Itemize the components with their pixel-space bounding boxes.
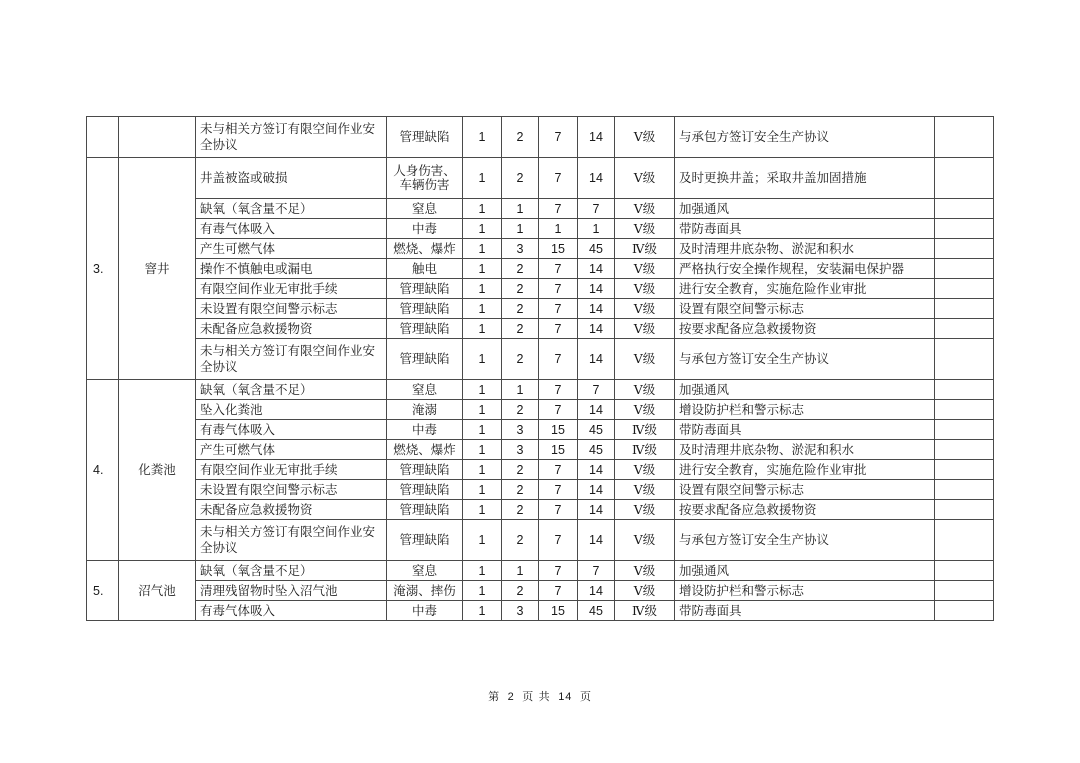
exposure-cell: 2: [502, 480, 539, 500]
consequence-score-cell: 7: [539, 158, 578, 199]
consequence-score-cell: 7: [539, 581, 578, 601]
consequence-score-cell: 7: [539, 199, 578, 219]
hazard-cell: 缺氧（氧含量不足）: [196, 380, 387, 400]
hazard-cell: 未配备应急救援物资: [196, 500, 387, 520]
hazard-cell: 井盖被盗或破损: [196, 158, 387, 199]
risk-score-cell: 14: [578, 339, 615, 380]
consequence-cell: 管理缺陷: [387, 520, 463, 561]
likelihood-cell: 1: [463, 520, 502, 561]
likelihood-cell: 1: [463, 158, 502, 199]
risk-level-cell: Ⅴ级: [615, 299, 675, 319]
footer-middle: 页 共: [522, 690, 551, 703]
remarks-cell: [935, 299, 994, 319]
exposure-cell: 2: [502, 581, 539, 601]
control-measure-cell: 加强通风: [675, 199, 935, 219]
risk-level-cell: Ⅴ级: [615, 319, 675, 339]
consequence-score-cell: 7: [539, 380, 578, 400]
current-page-number: 2: [507, 691, 515, 703]
consequence-score-cell: 15: [539, 239, 578, 259]
consequence-score-cell: 15: [539, 440, 578, 460]
risk-level-cell: Ⅴ级: [615, 259, 675, 279]
total-page-count: 14: [558, 691, 573, 703]
risk-score-cell: 45: [578, 440, 615, 460]
control-measure-cell: 设置有限空间警示标志: [675, 480, 935, 500]
consequence-cell: 管理缺陷: [387, 299, 463, 319]
risk-level-cell: Ⅴ级: [615, 199, 675, 219]
sequence-number-cell: 3.: [87, 158, 119, 380]
exposure-cell: 3: [502, 239, 539, 259]
risk-table-body: [87, 117, 994, 621]
hazard-cell: 有限空间作业无审批手续: [196, 279, 387, 299]
hazard-cell: 操作不慎触电或漏电: [196, 259, 387, 279]
remarks-cell: [935, 460, 994, 480]
hazard-cell: 产生可燃气体: [196, 239, 387, 259]
consequence-score-cell: 7: [539, 279, 578, 299]
consequence-score-cell: 7: [539, 480, 578, 500]
footer-prefix: 第: [488, 690, 501, 703]
likelihood-cell: 1: [463, 299, 502, 319]
consequence-cell: 中毒: [387, 219, 463, 239]
hazard-cell: 有限空间作业无审批手续: [196, 460, 387, 480]
consequence-cell: 管理缺陷: [387, 500, 463, 520]
risk-score-cell: 14: [578, 299, 615, 319]
risk-level-cell: Ⅴ级: [615, 480, 675, 500]
remarks-cell: [935, 581, 994, 601]
exposure-cell: 3: [502, 420, 539, 440]
table-row: [87, 117, 994, 158]
control-measure-cell: 设置有限空间警示标志: [675, 299, 935, 319]
risk-score-cell: 1: [578, 219, 615, 239]
hazard-cell: 坠入化粪池: [196, 400, 387, 420]
risk-level-cell: Ⅴ级: [615, 520, 675, 561]
remarks-cell: [935, 400, 994, 420]
control-measure-cell: 带防毒面具: [675, 219, 935, 239]
table-row: [87, 279, 994, 299]
hazard-cell: 产生可燃气体: [196, 440, 387, 460]
likelihood-cell: 1: [463, 339, 502, 380]
exposure-cell: 1: [502, 561, 539, 581]
hazard-cell: 未与相关方签订有限空间作业安全协议: [196, 339, 387, 380]
control-measure-cell: 按要求配备应急救援物资: [675, 319, 935, 339]
consequence-score-cell: 7: [539, 460, 578, 480]
exposure-cell: 2: [502, 279, 539, 299]
consequence-cell: 燃烧、爆炸: [387, 239, 463, 259]
consequence-cell: 人身伤害、车辆伤害: [387, 158, 463, 199]
remarks-cell: [935, 279, 994, 299]
hazard-cell: 有毒气体吸入: [196, 601, 387, 621]
exposure-cell: 2: [502, 319, 539, 339]
risk-level-cell: Ⅳ级: [615, 239, 675, 259]
likelihood-cell: 1: [463, 259, 502, 279]
likelihood-cell: 1: [463, 380, 502, 400]
table-row: [87, 400, 994, 420]
hazard-cell: 未设置有限空间警示标志: [196, 299, 387, 319]
table-row: [87, 520, 994, 561]
risk-level-cell: Ⅴ级: [615, 219, 675, 239]
location-cell: 化粪池: [119, 380, 196, 561]
risk-level-cell: Ⅳ级: [615, 420, 675, 440]
consequence-cell: 窒息: [387, 561, 463, 581]
consequence-score-cell: 15: [539, 601, 578, 621]
risk-score-cell: 14: [578, 158, 615, 199]
control-measure-cell: 与承包方签订安全生产协议: [675, 117, 935, 158]
table-row: [87, 380, 994, 400]
remarks-cell: [935, 561, 994, 581]
consequence-cell: 窒息: [387, 199, 463, 219]
exposure-cell: 2: [502, 117, 539, 158]
consequence-score-cell: 7: [539, 400, 578, 420]
table-row: [87, 219, 994, 239]
remarks-cell: [935, 117, 994, 158]
hazard-cell: 缺氧（氧含量不足）: [196, 199, 387, 219]
exposure-cell: 2: [502, 158, 539, 199]
consequence-cell: 燃烧、爆炸: [387, 440, 463, 460]
table-row: [87, 259, 994, 279]
exposure-cell: 1: [502, 380, 539, 400]
consequence-score-cell: 7: [539, 259, 578, 279]
hazard-cell: 未配备应急救援物资: [196, 319, 387, 339]
likelihood-cell: 1: [463, 319, 502, 339]
table-row: [87, 561, 994, 581]
risk-level-cell: Ⅳ级: [615, 601, 675, 621]
control-measure-cell: 严格执行安全操作规程，安装漏电保护器: [675, 259, 935, 279]
risk-score-cell: 14: [578, 500, 615, 520]
consequence-cell: 管理缺陷: [387, 319, 463, 339]
risk-level-cell: Ⅴ级: [615, 581, 675, 601]
table-row: [87, 440, 994, 460]
exposure-cell: 1: [502, 199, 539, 219]
footer-suffix: 页: [579, 690, 592, 703]
sequence-number-cell: 4.: [87, 380, 119, 561]
hazard-cell: 有毒气体吸入: [196, 219, 387, 239]
control-measure-cell: 增设防护栏和警示标志: [675, 400, 935, 420]
likelihood-cell: 1: [463, 460, 502, 480]
hazard-cell: 缺氧（氧含量不足）: [196, 561, 387, 581]
likelihood-cell: 1: [463, 581, 502, 601]
risk-assessment-table: [86, 116, 994, 621]
risk-level-cell: Ⅴ级: [615, 561, 675, 581]
sequence-number-cell: [87, 117, 119, 158]
consequence-cell: 触电: [387, 259, 463, 279]
remarks-cell: [935, 319, 994, 339]
location-cell: 沼气池: [119, 561, 196, 621]
remarks-cell: [935, 158, 994, 199]
consequence-cell: 管理缺陷: [387, 339, 463, 380]
consequence-score-cell: 15: [539, 420, 578, 440]
control-measure-cell: 加强通风: [675, 561, 935, 581]
control-measure-cell: 与承包方签订安全生产协议: [675, 339, 935, 380]
control-measure-cell: 进行安全教育，实施危险作业审批: [675, 279, 935, 299]
likelihood-cell: 1: [463, 279, 502, 299]
remarks-cell: [935, 480, 994, 500]
remarks-cell: [935, 380, 994, 400]
consequence-cell: 淹溺、摔伤: [387, 581, 463, 601]
remarks-cell: [935, 239, 994, 259]
exposure-cell: 3: [502, 601, 539, 621]
control-measure-cell: 加强通风: [675, 380, 935, 400]
consequence-score-cell: 7: [539, 319, 578, 339]
exposure-cell: 2: [502, 299, 539, 319]
table-row: [87, 239, 994, 259]
table-row: [87, 601, 994, 621]
risk-score-cell: 14: [578, 581, 615, 601]
risk-level-cell: Ⅴ级: [615, 158, 675, 199]
exposure-cell: 2: [502, 520, 539, 561]
consequence-score-cell: 7: [539, 520, 578, 561]
remarks-cell: [935, 500, 994, 520]
remarks-cell: [935, 520, 994, 561]
consequence-score-cell: 7: [539, 500, 578, 520]
hazard-cell: 未与相关方签订有限空间作业安全协议: [196, 117, 387, 158]
consequence-cell: 中毒: [387, 601, 463, 621]
table-row: [87, 420, 994, 440]
risk-level-cell: Ⅳ级: [615, 440, 675, 460]
risk-score-cell: 7: [578, 199, 615, 219]
risk-score-cell: 45: [578, 239, 615, 259]
consequence-cell: 中毒: [387, 420, 463, 440]
control-measure-cell: 及时清理井底杂物、淤泥和积水: [675, 440, 935, 460]
consequence-score-cell: 7: [539, 299, 578, 319]
likelihood-cell: 1: [463, 601, 502, 621]
consequence-cell: 管理缺陷: [387, 480, 463, 500]
consequence-cell: 管理缺陷: [387, 279, 463, 299]
risk-level-cell: Ⅴ级: [615, 500, 675, 520]
risk-score-cell: 14: [578, 319, 615, 339]
risk-level-cell: Ⅴ级: [615, 380, 675, 400]
likelihood-cell: 1: [463, 500, 502, 520]
risk-score-cell: 14: [578, 480, 615, 500]
consequence-score-cell: 7: [539, 117, 578, 158]
consequence-cell: 管理缺陷: [387, 460, 463, 480]
risk-score-cell: 45: [578, 420, 615, 440]
risk-score-cell: 14: [578, 400, 615, 420]
risk-score-cell: 7: [578, 380, 615, 400]
risk-level-cell: Ⅴ级: [615, 117, 675, 158]
risk-score-cell: 14: [578, 460, 615, 480]
remarks-cell: [935, 259, 994, 279]
risk-level-cell: Ⅴ级: [615, 460, 675, 480]
exposure-cell: 3: [502, 440, 539, 460]
control-measure-cell: 及时清理井底杂物、淤泥和积水: [675, 239, 935, 259]
location-cell: [119, 117, 196, 158]
likelihood-cell: 1: [463, 561, 502, 581]
risk-score-cell: 14: [578, 117, 615, 158]
hazard-cell: 有毒气体吸入: [196, 420, 387, 440]
control-measure-cell: 按要求配备应急救援物资: [675, 500, 935, 520]
likelihood-cell: 1: [463, 239, 502, 259]
table-row: [87, 319, 994, 339]
likelihood-cell: 1: [463, 400, 502, 420]
remarks-cell: [935, 339, 994, 380]
exposure-cell: 2: [502, 259, 539, 279]
risk-level-cell: Ⅴ级: [615, 400, 675, 420]
table-row: [87, 581, 994, 601]
table-row: [87, 460, 994, 480]
exposure-cell: 2: [502, 339, 539, 380]
table-row: [87, 500, 994, 520]
hazard-cell: 清理残留物时坠入沼气池: [196, 581, 387, 601]
risk-level-cell: Ⅴ级: [615, 339, 675, 380]
page-footer: [0, 688, 1080, 704]
risk-score-cell: 14: [578, 259, 615, 279]
remarks-cell: [935, 601, 994, 621]
likelihood-cell: 1: [463, 199, 502, 219]
hazard-cell: 未设置有限空间警示标志: [196, 480, 387, 500]
consequence-cell: 窒息: [387, 380, 463, 400]
exposure-cell: 2: [502, 400, 539, 420]
exposure-cell: 2: [502, 460, 539, 480]
risk-score-cell: 45: [578, 601, 615, 621]
control-measure-cell: 进行安全教育，实施危险作业审批: [675, 460, 935, 480]
remarks-cell: [935, 420, 994, 440]
risk-score-cell: 7: [578, 561, 615, 581]
table-row: [87, 199, 994, 219]
remarks-cell: [935, 199, 994, 219]
table-row: [87, 339, 994, 380]
table-row: [87, 299, 994, 319]
remarks-cell: [935, 440, 994, 460]
table-row: [87, 158, 994, 199]
exposure-cell: 1: [502, 219, 539, 239]
control-measure-cell: 带防毒面具: [675, 601, 935, 621]
sequence-number-cell: 5.: [87, 561, 119, 621]
hazard-cell: 未与相关方签订有限空间作业安全协议: [196, 520, 387, 561]
likelihood-cell: 1: [463, 480, 502, 500]
control-measure-cell: 增设防护栏和警示标志: [675, 581, 935, 601]
risk-score-cell: 14: [578, 279, 615, 299]
consequence-cell: 淹溺: [387, 400, 463, 420]
remarks-cell: [935, 219, 994, 239]
exposure-cell: 2: [502, 500, 539, 520]
consequence-cell: 管理缺陷: [387, 117, 463, 158]
location-cell: 窨井: [119, 158, 196, 380]
consequence-score-cell: 7: [539, 561, 578, 581]
consequence-score-cell: 7: [539, 339, 578, 380]
consequence-score-cell: 1: [539, 219, 578, 239]
likelihood-cell: 1: [463, 440, 502, 460]
likelihood-cell: 1: [463, 219, 502, 239]
likelihood-cell: 1: [463, 420, 502, 440]
table-row: [87, 480, 994, 500]
control-measure-cell: 带防毒面具: [675, 420, 935, 440]
control-measure-cell: 与承包方签订安全生产协议: [675, 520, 935, 561]
likelihood-cell: 1: [463, 117, 502, 158]
risk-level-cell: Ⅴ级: [615, 279, 675, 299]
risk-score-cell: 14: [578, 520, 615, 561]
control-measure-cell: 及时更换井盖；采取井盖加固措施: [675, 158, 935, 199]
